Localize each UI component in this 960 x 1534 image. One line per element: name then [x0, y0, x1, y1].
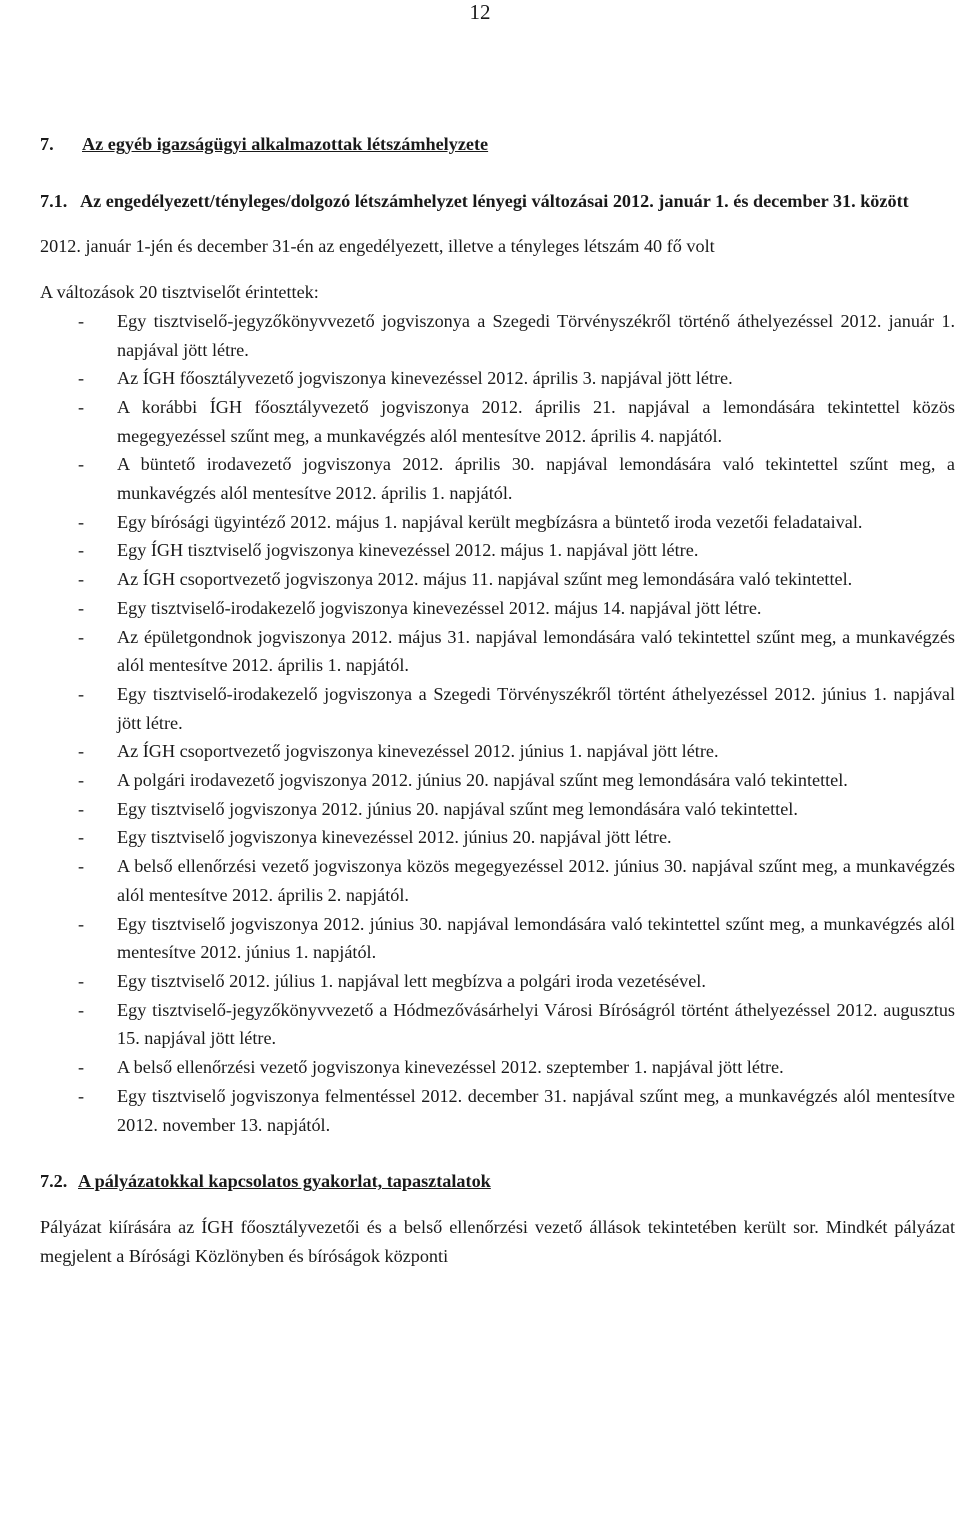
list-dash: -: [78, 626, 85, 647]
change-item-text: Egy tisztviselő-jegyzőkönyvvezető jogviszonya a Szegedi Törvényszékről történő áthelyezéssel 2012. január 1. napjával jött létre.: [117, 310, 955, 360]
list-dash: -: [78, 827, 85, 848]
change-item: [40, 996, 955, 1053]
list-dash: -: [78, 569, 85, 590]
change-item-text: A büntető irodavezető jogviszonya 2012. április 30. napjával lemondására való tekintettel szűnt meg, a munkavégzés alól mentesítve 2012. április 1. napjától.: [117, 454, 955, 504]
change-item: [40, 967, 955, 996]
list-dash: -: [78, 1057, 85, 1078]
document-body: [40, 130, 955, 1287]
change-item: [40, 1053, 955, 1082]
change-item-text: A korábbi ÍGH főosztályvezető jogviszonya 2012. április 21. napjával a lemondására tekintettel közös megegyezéssel szűnt meg, a munkavégzés alól mentesítve 2012. április 4. napjától.: [117, 396, 955, 446]
list-dash: -: [78, 999, 85, 1020]
list-dash: -: [78, 396, 85, 417]
closing-paragraph: Pályázat kiírására az ÍGH főosztályvezetői és a belső ellenőrzési vezető állások tekintetében került sor. Mindkét pályázat megjelent a Bírósági Közlönyben és bíróságok központi: [40, 1216, 955, 1266]
change-item: [40, 910, 955, 967]
section-number: 7.: [40, 134, 54, 154]
list-dash: -: [78, 770, 85, 791]
section-title: Az egyéb igazságügyi alkalmazottak létszámhelyzete: [82, 134, 489, 154]
subsection-heading-1: [40, 187, 955, 216]
change-item-text: A polgári irodavezető jogviszonya 2012. június 20. napjával szűnt meg lemondására való tekintettel.: [117, 770, 848, 791]
change-item-text: Egy tisztviselő 2012. július 1. napjával lett megbízva a polgári iroda vezetésével.: [117, 970, 706, 991]
changes-list: [40, 307, 955, 1139]
change-item-text: A belső ellenőrzési vezető jogviszonya kinevezéssel 2012. szeptember 1. napjával jött létre.: [117, 1057, 784, 1078]
change-item: [40, 508, 955, 537]
list-dash: -: [78, 741, 85, 762]
change-item: [40, 393, 955, 450]
list-dash: -: [78, 540, 85, 561]
change-item: [40, 450, 955, 507]
change-item: [40, 795, 955, 824]
change-item-text: Az ÍGH csoportvezető jogviszonya kinevezéssel 2012. június 1. napjával jött létre.: [117, 741, 719, 762]
changes-intro: A változások 20 tisztviselőt érintettek:: [40, 282, 319, 303]
subsection-1-title: Az engedélyezett/tényleges/dolgozó létszámhelyzet lényegi változásai 2012. január 1. és december 31. között: [80, 190, 909, 211]
change-item-text: Egy tisztviselő-irodakezelő jogviszonya kinevezéssel 2012. május 14. napjával jött létre.: [117, 597, 762, 618]
list-dash: -: [78, 683, 85, 704]
change-item-text: Egy ÍGH tisztviselő jogviszonya kinevezéssel 2012. május 1. napjával jött létre.: [117, 540, 699, 561]
subsection-2-title: A pályázatokkal kapcsolatos gyakorlat, tapasztalatok: [78, 1171, 491, 1192]
change-item-text: Az ÍGH főosztályvezető jogviszonya kinevezéssel 2012. április 3. napjával jött létre.: [117, 368, 733, 389]
change-item: [40, 852, 955, 909]
change-item-text: A belső ellenőrzési vezető jogviszonya közös megegyezéssel 2012. június 30. napjával szűnt meg, a munkavégzés alól mentesítve 2012. április 2. napjától.: [117, 856, 955, 905]
list-dash: -: [78, 310, 85, 331]
change-item: [40, 565, 955, 594]
change-item-text: Egy tisztviselő jogviszonya kinevezéssel 2012. június 20. napjával jött létre.: [117, 827, 672, 848]
summary-paragraph: 2012. január 1-jén és december 31-én az engedélyezett, illetve a tényleges létszám 40 fő volt: [40, 236, 715, 257]
change-item: [40, 1082, 955, 1139]
page-number: 12: [469, 0, 491, 24]
subsection-heading-2: [40, 1167, 955, 1196]
subsection-1-number: 7.1.: [40, 190, 68, 211]
change-item-text: Egy bírósági ügyintéző 2012. május 1. napjával került megbízásra a büntető iroda vezetői feladataival.: [117, 511, 863, 532]
list-dash: -: [78, 856, 85, 877]
change-item: [40, 823, 955, 852]
change-item: [40, 364, 955, 393]
change-item: [40, 594, 955, 623]
section-heading: [40, 130, 955, 159]
subsection-2-number: 7.2.: [40, 1171, 68, 1192]
change-item-text: Egy tisztviselő jogviszonya 2012. június 20. napjával szűnt meg lemondására való tekintettel.: [117, 798, 798, 819]
change-item: [40, 766, 955, 795]
change-item-text: Egy tisztviselő-irodakezelő jogviszonya a Szegedi Törvényszékről történt áthelyezéssel 2012. június 1. napjával jött létre.: [117, 683, 955, 733]
change-item: [40, 680, 955, 737]
change-item: [40, 623, 955, 680]
list-dash: -: [78, 368, 85, 389]
change-item-text: Az ÍGH csoportvezető jogviszonya 2012. május 11. napjával szűnt meg lemondására való tekintettel.: [117, 569, 853, 590]
change-item: [40, 536, 955, 565]
change-item-text: Egy tisztviselő jogviszonya 2012. június 30. napjával lemondására való tekintettel szűnt meg, a munkavégzés alól mentesítve 2012. június 1. napjától.: [117, 913, 955, 963]
change-item-text: Egy tisztviselő-jegyzőkönyvvezető a Hódmezővásárhelyi Városi Bíróságról történt áthelyezéssel 2012. augusztus 15. napjával jött létre.: [117, 999, 955, 1049]
list-dash: -: [78, 913, 85, 934]
list-dash: -: [78, 454, 85, 475]
list-dash: -: [78, 970, 85, 991]
change-item: [40, 307, 955, 364]
list-dash: -: [78, 798, 85, 819]
change-item-text: Az épületgondnok jogviszonya 2012. május 31. napjával lemondására való tekintettel szűnt meg, a munkavégzés alól mentesítve 2012. április 1. napjától.: [117, 626, 955, 676]
list-dash: -: [78, 511, 85, 532]
list-dash: -: [78, 597, 85, 618]
change-item: [40, 737, 955, 766]
change-item-text: Egy tisztviselő jogviszonya felmentéssel 2012. december 31. napjával szűnt meg, a munkavégzés alól mentesítve 2012. november 13. napjától.: [117, 1085, 955, 1135]
list-dash: -: [78, 1085, 85, 1106]
